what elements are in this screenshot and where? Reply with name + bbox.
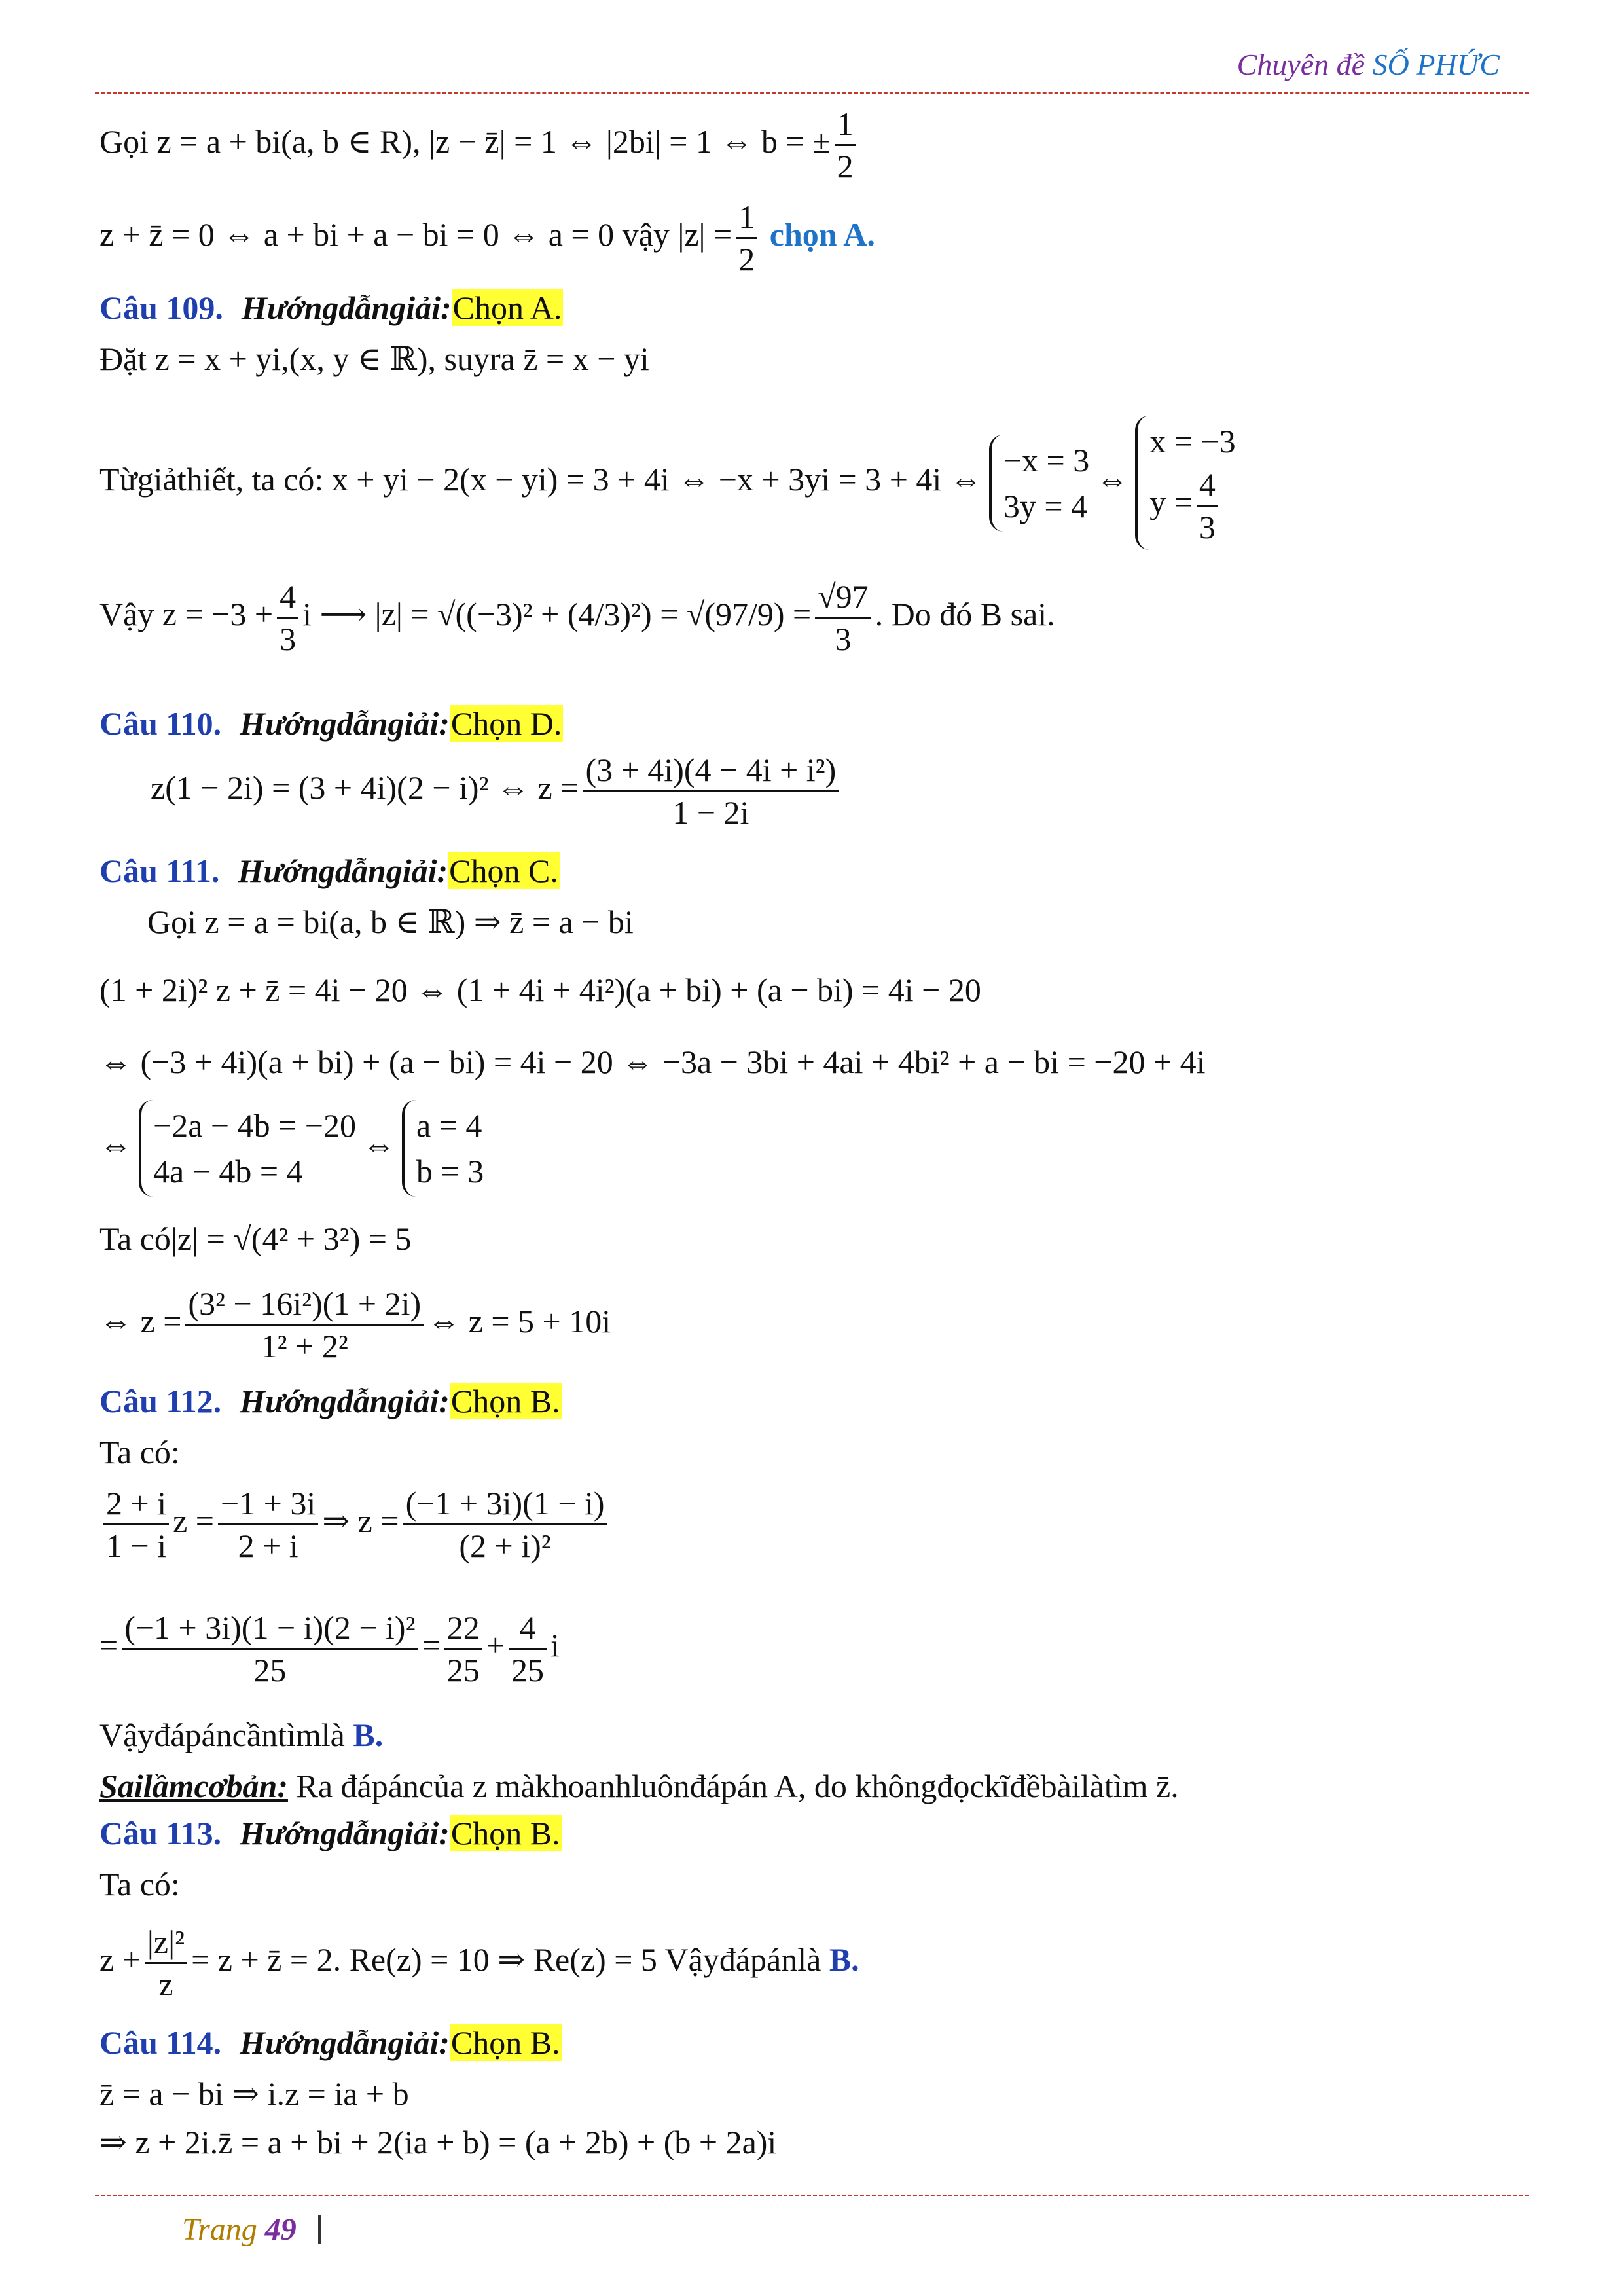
footer-divider — [95, 2195, 1529, 2196]
fraction — [218, 1483, 318, 1566]
fraction — [1197, 464, 1218, 547]
text: Ra đápáncủa z màkhoanhluônđápán A, do khôngđọckĩđềbàilàtìm z̄. — [287, 1768, 1179, 1804]
text: i ⟶ |z| = √((−3)² + (4/3)²) = √(97/9) = — [302, 595, 812, 632]
common-mistake-label: Sailầmcơbản: — [99, 1768, 288, 1804]
solution-label: Hướngdẫngiải: — [240, 1815, 450, 1851]
text: = z + z̄ = 2. Re(z) = 10 ⇒ Re(z) = 5 Vậyđápánlà — [191, 1941, 821, 1978]
fraction — [736, 196, 757, 280]
line-19 — [99, 1922, 859, 2005]
answer-highlight: Chọn B. — [450, 2024, 560, 2061]
numerator: (−1 + 3i)(1 − i) — [403, 1483, 607, 1525]
denominator: 2 + i — [238, 1527, 298, 1564]
line-8: (1 + 2i)² z + z̄ = 4i − 20 ⇔ (1 + 4i + 4i²)(a + bi) + (a − bi) = 4i − 20 — [99, 972, 981, 1008]
line-15 — [99, 1607, 560, 1690]
line-9: ⇔ (−3 + 4i)(a + bi) + (a − bi) = 4i − 20 ⇔ −3a − 3bi + 4ai + 4bi² + a − bi = −20 + 4i — [99, 1044, 1206, 1080]
eq: x = −3 — [1149, 423, 1236, 460]
line-11: Ta có|z| = √(4² + 3²) = 5 — [99, 1220, 412, 1257]
system-2 — [402, 1100, 484, 1197]
text: i — [550, 1626, 560, 1664]
eq — [1149, 464, 1235, 547]
eq: −x = 3 — [1003, 441, 1090, 479]
page-header — [1237, 47, 1500, 82]
denominator: 3 — [280, 621, 297, 657]
line-14 — [99, 1483, 611, 1566]
fraction — [583, 750, 839, 833]
text: ⇔ z = — [99, 1302, 182, 1339]
question-number: Câu 114. — [99, 2024, 222, 2061]
fraction — [835, 103, 856, 187]
system-1 — [139, 1100, 356, 1197]
question-110-heading — [99, 704, 563, 743]
eq: −2a − 4b = −20 — [153, 1107, 356, 1144]
fraction — [403, 1483, 607, 1566]
eq: 3y = 4 — [1003, 487, 1088, 524]
answer-highlight: Chọn C. — [449, 852, 558, 889]
fraction — [277, 576, 298, 659]
question-114-heading — [99, 2023, 562, 2062]
line-18: Ta có: — [99, 1866, 180, 1903]
denominator: 1 − i — [106, 1527, 167, 1564]
text: = — [422, 1626, 441, 1664]
question-109-heading — [99, 288, 563, 327]
fraction — [145, 1922, 187, 2005]
text: z + z̄ = 0 ⇔ a + bi + a − bi = 0 ⇔ a = 0 vậy |z| = — [99, 215, 732, 253]
text: z = — [173, 1502, 214, 1539]
answer-highlight: Chọn A. — [452, 289, 562, 326]
numerator: 2 + i — [103, 1483, 169, 1525]
numerator: −1 + 3i — [218, 1483, 318, 1525]
numerator: (3² − 16i²)(1 + 2i) — [185, 1283, 424, 1326]
text: y = — [1149, 483, 1193, 520]
text: = — [99, 1626, 118, 1664]
numerator: (3 + 4i)(4 − 4i + i²) — [583, 750, 839, 792]
numerator: |z|² — [145, 1922, 187, 1964]
system-2 — [1135, 416, 1235, 550]
fraction — [509, 1607, 547, 1690]
page-footer — [182, 2212, 297, 2248]
system-1 — [989, 435, 1089, 532]
question-112-heading — [99, 1381, 562, 1421]
footer-label: Trang — [182, 2212, 257, 2247]
page-number: 49 — [264, 2212, 297, 2247]
text: ⇔ z = 5 + 10i — [427, 1302, 611, 1339]
denominator: z — [158, 1966, 173, 2003]
question-number: Câu 109. — [99, 289, 223, 326]
denominator: 3 — [1199, 509, 1216, 545]
line-6 — [151, 750, 842, 833]
text: z(1 − 2i) = (3 + 4i)(2 − i)² ⇔ z = — [151, 769, 579, 806]
numerator: 1 — [736, 196, 757, 239]
numerator: 4 — [1197, 464, 1218, 507]
numerator: 4 — [277, 576, 298, 619]
answer-highlight: Chọn D. — [450, 705, 562, 742]
header-divider — [95, 92, 1529, 94]
question-number: Câu 110. — [99, 705, 222, 742]
line-1 — [99, 103, 860, 187]
line-4: Từgiảthiết, ta có: x + yi − 2(x − yi) = 3 + 4i ⇔ −x + 3yi = 3 + 4i ⇔ −x = 3 3y = 4 ⇔ x = −3 y = $\frac{4}{3}$ — [99, 416, 1242, 550]
text: z + — [99, 1941, 141, 1978]
text: Vậyđápáncầntìmlà — [99, 1717, 345, 1753]
denominator: 25 — [253, 1652, 287, 1688]
question-111-heading — [99, 851, 560, 890]
text: Gọi z = a + bi(a, b ∈ R), |z − z̄| = 1 ⇔ |2bi| = 1 ⇔ b = ± — [99, 122, 831, 160]
numerator: 22 — [444, 1607, 482, 1650]
text: Từgiảthiết, ta có: x + yi − 2(x − yi) = 3 + 4i ⇔ −x + 3yi = 3 + 4i ⇔ — [99, 460, 983, 498]
numerator: √97 — [815, 576, 871, 619]
denominator: 2 — [738, 241, 755, 278]
answer-highlight: Chọn B. — [450, 1383, 560, 1419]
choice: chọn A. — [769, 215, 875, 253]
line-20: z̄ = a − bi ⇒ i.z = ia + b — [99, 2075, 409, 2112]
text: Vậy z = −3 + — [99, 595, 274, 632]
eq: a = 4 — [416, 1107, 482, 1144]
solution-label: Hướngdẫngiải: — [241, 289, 452, 326]
line-2 — [99, 196, 875, 280]
fraction — [185, 1283, 424, 1366]
numerator: (−1 + 3i)(1 − i)(2 − i)² — [122, 1607, 418, 1650]
fraction — [815, 576, 871, 659]
question-number: Câu 113. — [99, 1815, 222, 1851]
answer-highlight: Chọn B. — [450, 1815, 560, 1851]
question-number: Câu 112. — [99, 1383, 222, 1419]
text: + — [486, 1626, 505, 1664]
line-16 — [99, 1715, 383, 1755]
line-13: Ta có: — [99, 1434, 180, 1470]
question-number: Câu 111. — [99, 852, 220, 889]
text: ⇒ z = — [322, 1502, 399, 1539]
solution-label: Hướngdẫngiải: — [240, 2024, 450, 2061]
numerator: 4 — [509, 1607, 547, 1650]
solution-label: Hướngdẫngiải: — [238, 852, 448, 889]
denominator: 3 — [835, 621, 852, 657]
denominator: 25 — [446, 1652, 480, 1688]
eq: 4a − 4b = 4 — [153, 1153, 303, 1190]
footer-bar — [318, 2215, 321, 2244]
answer: B. — [829, 1941, 859, 1978]
denominator: 1² + 2² — [261, 1328, 348, 1364]
solution-label: Hướngdẫngiải: — [240, 1383, 450, 1419]
line-17 — [99, 1766, 1179, 1806]
fraction — [103, 1483, 169, 1566]
fraction — [444, 1607, 482, 1690]
denominator: 25 — [511, 1652, 544, 1688]
eq: b = 3 — [416, 1153, 484, 1190]
line-10: ⇔ −2a − 4b = −20 4a − 4b = 4 ⇔ a = 4 b = 3 — [99, 1100, 490, 1197]
fraction — [122, 1607, 418, 1690]
denominator: 2 — [837, 148, 854, 185]
line-3: Đặt z = x + yi,(x, y ∈ ℝ), suyra z̄ = x − yi — [99, 340, 649, 377]
header-topic: SỐ PHỨC — [1372, 48, 1500, 81]
denominator: 1 − 2i — [672, 794, 749, 831]
answer: B. — [353, 1717, 384, 1753]
denominator: (2 + i)² — [459, 1527, 551, 1564]
line-12 — [99, 1283, 611, 1366]
line-5 — [99, 576, 1055, 659]
line-7: Gọi z = a = bi(a, b ∈ ℝ) ⇒ z̄ = a − bi — [147, 903, 634, 940]
header-prefix: Chuyên đề — [1236, 48, 1365, 81]
solution-label: Hướngdẫngiải: — [240, 705, 450, 742]
text: . Do đó B sai. — [875, 595, 1055, 632]
question-113-heading — [99, 1813, 562, 1853]
line-21: ⇒ z + 2i.z̄ = a + bi + 2(ia + b) = (a + 2b) + (b + 2a)i — [99, 2124, 777, 2160]
numerator: 1 — [835, 103, 856, 146]
